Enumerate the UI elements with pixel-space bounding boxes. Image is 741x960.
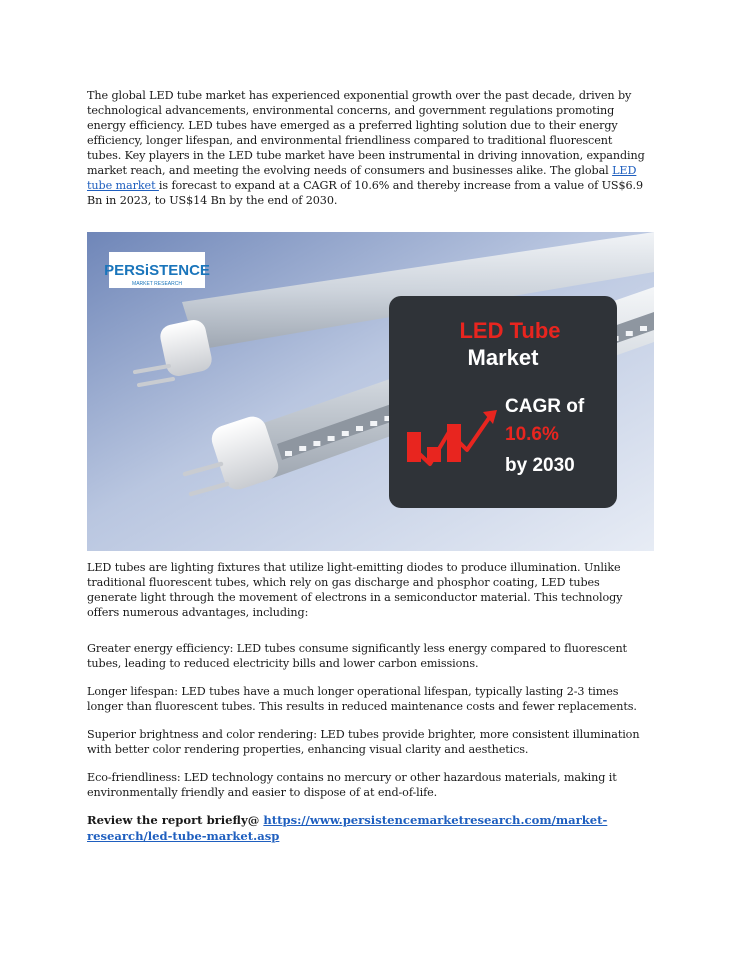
svg-text:PERSiSTENCE: PERSiSTENCE: [104, 262, 210, 279]
cagr-year: by 2030: [505, 455, 575, 476]
report-url-link[interactable]: https://www.persistencemarketresearch.com/market-: [263, 813, 608, 827]
intro-line: tube market is forecast to expand at a CAGR of 10.6% and thereby increase from a value of US$6.9: [87, 179, 644, 192]
svg-text:MARKET RESEARCH: MARKET RESEARCH: [132, 281, 182, 287]
review-report-line: [87, 812, 647, 844]
definition-line: offers numerous advantages, including:: [87, 606, 309, 619]
led-tube-market-link[interactable]: tube market: [87, 179, 159, 192]
advantage-lifespan: Longer lifespan: LED tubes have a much longer operational lifespan, typically lasting 2-3 times longer than fluorescent tubes. This results in reduced maintenance costs and fewer replacements.: [87, 685, 637, 713]
advantage-energy-efficiency: Greater energy efficiency: LED tubes consume significantly less energy compared to fluorescent tubes, leading to reduced electricity bills and lower carbon emissions.: [87, 642, 627, 670]
review-label: Review the report briefly@: [87, 813, 264, 827]
advantage-brightness: Superior brightness and color rendering: LED tubes provide brighter, more consistent illumination with better color rendering properties, enhancing visual clarity and aesthetics.: [87, 728, 640, 756]
intro-line: market reach, and meeting the evolving needs of consumers and businesses alike. The global LED: [87, 164, 637, 177]
persistence-logo: [104, 252, 210, 288]
led-chip: [313, 441, 320, 446]
led-chip: [299, 446, 306, 451]
led-chip: [626, 331, 633, 336]
intro-paragraph: [87, 88, 647, 208]
definition-line: generate light through the movement of electrons in a semiconductor material. This technology: [87, 591, 623, 604]
intro-line: technological advancements, environmental concerns, and government regulations promoting: [87, 104, 615, 117]
led-chip: [370, 421, 377, 426]
definition-paragraph: [87, 560, 647, 620]
led-chip: [640, 326, 647, 331]
led-tube-banner-image: [87, 232, 654, 551]
intro-line: Bn in 2023, to US$14 Bn by the end of 2030.: [87, 194, 338, 207]
headline-title-line2: Market: [467, 345, 539, 370]
intro-line: The global LED tube market has experienced exponential growth over the past decade, driven by: [87, 89, 632, 102]
cagr-label: CAGR of: [505, 396, 585, 417]
headline-title-line1: LED Tube: [459, 318, 561, 343]
cagr-value: 10.6%: [505, 424, 559, 445]
definition-line: LED tubes are lighting fixtures that utilize light-emitting diodes to produce illumination. Unlike: [87, 561, 621, 574]
led-chip: [356, 426, 363, 431]
advantage-eco-friendliness: Eco-friendliness: LED technology contains no mercury or other hazardous materials, making it environmentally friendly and easier to dispose of at end-of-life.: [87, 771, 617, 799]
headline-panel: [389, 296, 617, 508]
led-tube-market-link[interactable]: LED: [612, 164, 637, 177]
intro-line: tubes. Key players in the LED tube market have been instrumental in driving innovation, expanding: [87, 149, 645, 162]
led-chip: [285, 451, 292, 456]
definition-line: traditional fluorescent tubes, which rely on gas discharge and phosphor coating, LED tubes: [87, 576, 600, 589]
led-chip: [328, 436, 335, 441]
intro-line: energy efficiency. LED tubes have emerged as a preferred lighting solution due to their energy: [87, 119, 618, 132]
led-chip: [342, 431, 349, 436]
intro-line: efficiency, longer lifespan, and environmental friendliness compared to traditional fluorescent: [87, 134, 613, 147]
report-url-link[interactable]: research/led-tube-market.asp: [87, 829, 280, 843]
